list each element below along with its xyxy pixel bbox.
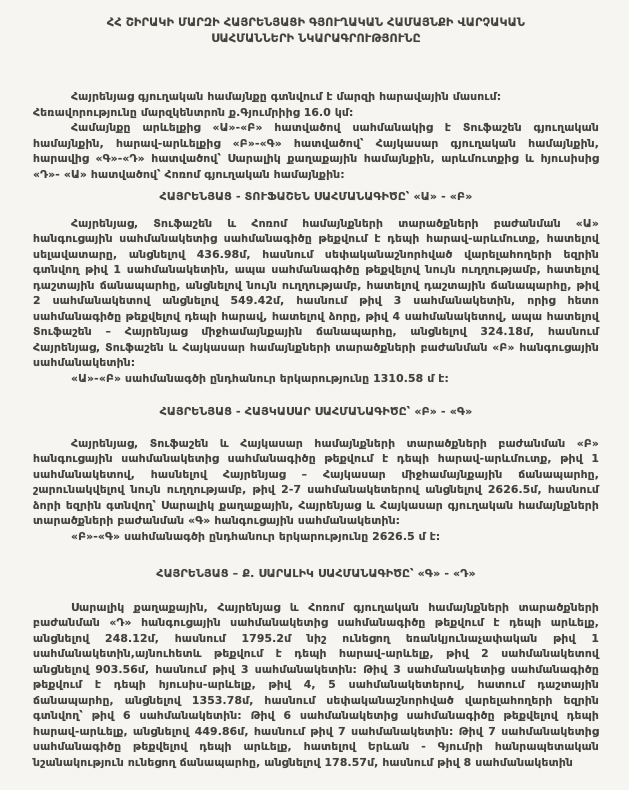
intro-borders-paragraph: Համայնքը արևելքից «Ա»-«Բ» հատվածով սահմանակից է Տուֆաշեն գյուղական համայնքին, հարավ-արևելքից «Բ»-«Գ» հատվածով՝ Հայկասար գյուղական համայնքին, հարավից «Գ»-«Դ» հատվածով՝ Սարալիկ քաղաքային համայնքին, արևմուտքից և հյուսիսից «Դ»- «Ա» հատվածով՝ Հոռոմ գյուղական համայնքին: <box>33 121 599 181</box>
document-title <box>33 15 599 46</box>
section-body-b-g: Հայրենյաց, Տուֆաշեն և Հայկասար համայնքների տարածքների բաժանման «Բ» հանգուցային սահմանակետից սահմանագիծը թեքվում է դեպի հարավ-արևմուտք, թիվ 1 սահմանակետով, հասնելով Հայրենյաց – Հայկասար միջհամայնքային ճանապարհը, շարունակվելով նույն ուղղությամբ, թիվ 2-7 սահմանակետերով անցնելով 2626.5մ, հասնում ձորի եզրին գտնվող՝ Սարալիկ քաղաքային, Հայրենյաց և Հայկասար գյուղական համայնքների տարածքների բաժանման «Գ» հանգուցային սահմանակետին: <box>33 436 599 527</box>
intro-location-paragraph: Հայրենյաց գյուղական համայնքը գտնվում է մարզի հարավային մասում: <box>71 90 502 103</box>
intro-block <box>33 89 599 182</box>
section-heading-b-g: ՀԱՅՐԵՆՅԱՑ - ՀԱՅԿԱՍԱՐ ՍԱՀՄԱՆԱԳԻԾԸ՝ «Բ» - «Գ» <box>159 405 473 418</box>
section-a-b <box>33 189 599 386</box>
section-length-note-b-g: «Բ»-«Գ» սահմանագծի ընդհանուր երկարությունը 2626.5 մ է: <box>71 529 441 543</box>
document-title-line-2: ՍԱՀՄԱՆՆԵՐԻ ՆԿԱՐԱԳՐՈՒԹՅՈՒՆԸ <box>211 31 421 45</box>
section-body-a-b: Հայրենյաց, Տուֆաշեն և Հոռոմ համայնքների տարածքների բաժանման «Ա» հանգուցային սահմանակետից սահմանագիծը թեքվում է դեպի հարավ-արևմուտք, հատելով սելավատարը, անցնելով 436.98մ, հասնում սեփականաշնորհված վարելահողերի եզրին գտնվող թիվ 1 սահմանակետին, ապա սահմանագիծը թեքվելով նույն ուղղությամբ, հատելով դաշտային ճանապարհը, անցնելով նույն ուղղությամբ, հատելով դաշտային ճանապարհը, թիվ 2 սահմանակետով անցնելով 549.42մ, հասնում թիվ 3 սահմանակետին, որից հետո սահմանագիծը թեքվելով դեպի հարավ, հատելով ձորը, թիվ 4 սահմանակետով, ապա հատելով Տուֆաշեն – Հայրենյաց միջհամայնքային ճանապարհը, անցնելով 324.18մ, հասնում Հայրենյաց, Տուֆաշեն և Հայկասար համայնքների տարածքների բաժանման «Բ» հանգուցային սահմանակետին: <box>33 216 599 369</box>
section-b-g <box>33 404 599 544</box>
section-heading-a-b: ՀԱՅՐԵՆՅԱՑ - ՏՈՒՖԱՇԵՆ ՍԱՀՄԱՆԱԳԻԾԸ՝ «Ա» - «Բ» <box>159 190 473 203</box>
section-g-d <box>33 566 599 770</box>
document-title-line-1: ՀՀ ՇԻՐԱԿԻ ՄԱՐԶԻ ՀԱՅՐԵՆՅԱՑԻ ԳՅՈՒՂԱԿԱՆ ՀԱՄԱՅՆՔԻ ՎԱՐՉԱԿԱՆ <box>106 16 526 29</box>
section-heading-g-d: ՀԱՅՐԵՆՅԱՑ – Ք. ՍԱՐԱԼԻԿ ՍԱՀՄԱՆԱԳԻԾԸ՝ «Գ» - «Դ» <box>156 567 476 580</box>
section-body-g-d: Սարալիկ քաղաքային, Հայրենյաց և Հոռոմ գյուղական համայնքների տարածքների բաժանման «Դ» հանգուցային սահմանակետից սահմանագիծը թեքվում է դեպի արևելք, անցնելով 248.12մ, հասնում 1795.2մ նիշ ունեցող եռանկյունաչափական թիվ 1 սահմանակետին,այնուհետև թեքվում է դեպի հարավ-արևելք, թիվ 2 սահմանակետով անցնելով 903.56մ, հասնում թիվ 3 սահմանակետին: Թիվ 3 սահմանակետից սահմանագիծը թեքվում է դեպի հյուսիս-արևելք, թիվ 4, 5 սահմանակետերով, հատում դաշտային ճանապարհը, անցնելով 1353.78մ, հասնում սեփականաշնորհված վարելահողերի եզրին գտնվող՝ թիվ 6 սահմանակետին: Թիվ 6 սահմանակետից սահմանագիծը թեքվելով դեպի հարավ-արևելք, անցնելով 449.86մ, հասնում թիվ 7 սահմանակետին: Թիվ 7 սահմանակետից սահմանագիծը թեքվելով դեպի արևելք, հատելով Երևան - Գյումրի հանրապետական նշանակություն ունեցող ճանապարհը, անցնելով 178.57մ, հասնում թիվ 8 սահմանակետին <box>33 600 599 769</box>
intro-distance-paragraph: Հեռավորությունը մարզկենտրոն ք.Գյումրիից 16.0 կմ: <box>33 105 354 119</box>
section-length-note-a-b: «Ա»-«Բ» սահմանագծի ընդհանուր երկարությունը 1310.58 մ է: <box>71 371 449 385</box>
